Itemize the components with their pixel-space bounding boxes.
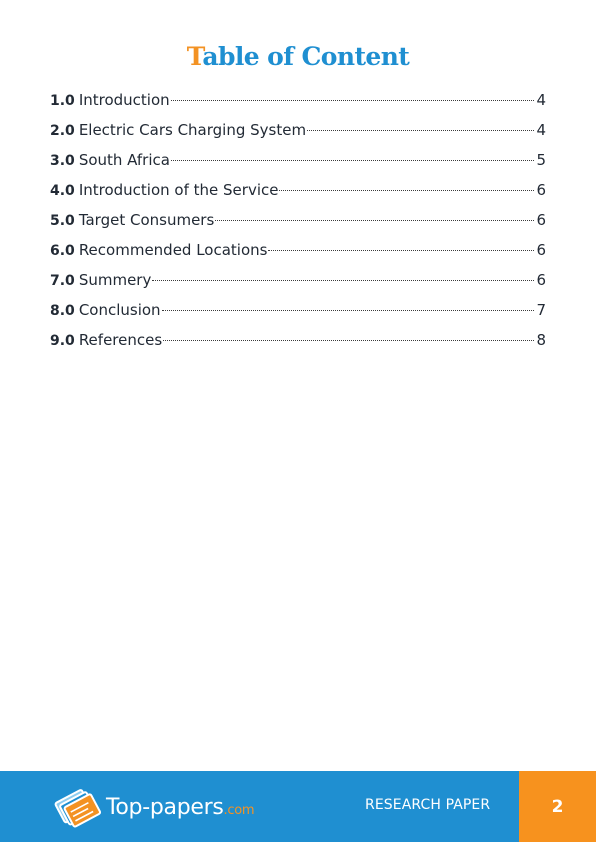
toc-number: 7.0 <box>50 273 75 289</box>
toc-entry[interactable] <box>50 119 546 149</box>
dot-leader <box>162 310 535 311</box>
toc-entry[interactable] <box>50 239 546 269</box>
toc-page-number: 6 <box>536 211 546 229</box>
toc-entry[interactable] <box>50 329 546 359</box>
toc-title: Electric Cars Charging System <box>78 121 307 139</box>
toc-page-number: 6 <box>536 241 546 259</box>
toc-number: 8.0 <box>50 303 75 319</box>
toc-number: 2.0 <box>50 123 75 139</box>
toc-page-number: 4 <box>536 91 546 109</box>
dot-leader <box>279 190 534 191</box>
toc-page-number: 7 <box>536 301 546 319</box>
toc-page-number: 8 <box>536 331 546 349</box>
toc-title: Summery <box>78 271 152 289</box>
footer-bar <box>0 771 596 842</box>
toc-title: References <box>78 331 163 349</box>
toc-title: South Africa <box>78 151 170 169</box>
dot-leader <box>163 340 534 341</box>
toc-number: 3.0 <box>50 153 75 169</box>
dot-leader <box>171 100 535 101</box>
toc-title: Introduction <box>78 91 170 109</box>
toc-title: Introduction of the Service <box>78 181 279 199</box>
toc-entry[interactable] <box>50 209 546 239</box>
brand-name <box>106 795 254 820</box>
toc-page-number: 5 <box>536 151 546 169</box>
title-first-letter: T <box>186 42 203 71</box>
brand-logo[interactable] <box>50 785 254 829</box>
toc-title: Conclusion <box>78 301 161 319</box>
toc-page-number: 4 <box>536 121 546 139</box>
page-number: 2 <box>551 796 564 817</box>
brand-main: Top-papers <box>106 794 224 820</box>
dot-leader <box>215 220 534 221</box>
papers-stack-icon <box>50 785 102 829</box>
toc-entry[interactable] <box>50 149 546 179</box>
table-of-contents <box>50 89 546 359</box>
title-rest: able of Content <box>202 42 410 71</box>
toc-entry[interactable] <box>50 299 546 329</box>
toc-entry[interactable] <box>50 89 546 119</box>
toc-title: Recommended Locations <box>78 241 268 259</box>
document-type-label: RESEARCH PAPER <box>365 797 491 813</box>
toc-page-number: 6 <box>536 181 546 199</box>
dot-leader <box>171 160 534 161</box>
toc-title: Target Consumers <box>78 211 215 229</box>
dot-leader <box>152 280 534 281</box>
dot-leader <box>268 250 534 251</box>
toc-number: 9.0 <box>50 333 75 349</box>
brand-domain: .com <box>223 802 255 818</box>
toc-number: 5.0 <box>50 213 75 229</box>
page-title <box>0 42 596 71</box>
toc-entry[interactable] <box>50 179 546 209</box>
toc-page-number: 6 <box>536 271 546 289</box>
toc-entry[interactable] <box>50 269 546 299</box>
page-number-badge <box>519 771 596 842</box>
toc-number: 6.0 <box>50 243 75 259</box>
dot-leader <box>307 130 534 131</box>
toc-number: 4.0 <box>50 183 75 199</box>
toc-number: 1.0 <box>50 93 75 109</box>
